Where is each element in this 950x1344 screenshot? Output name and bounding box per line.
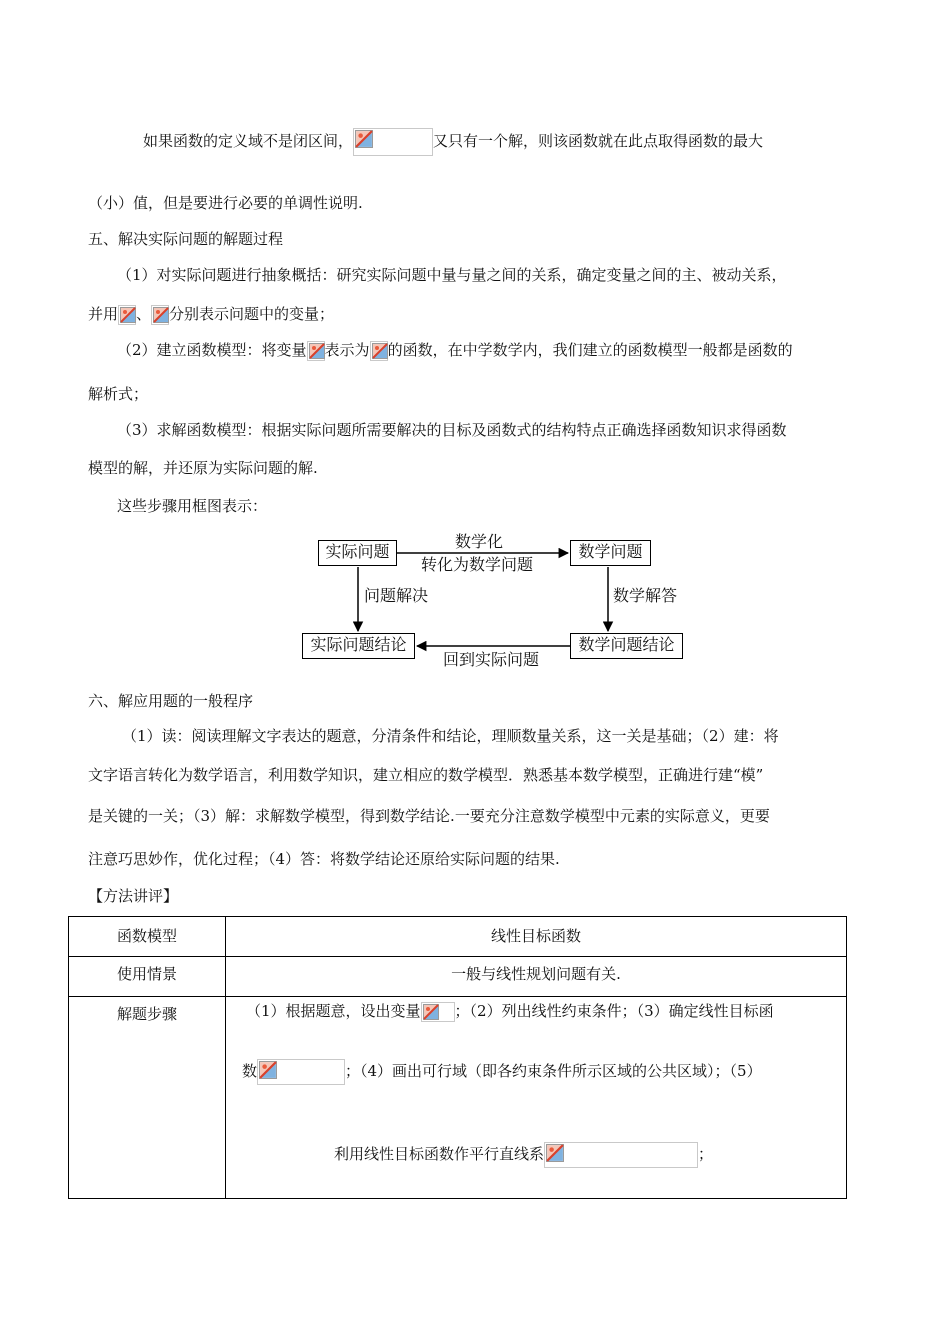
section6-p3: 是关键的一关；（3）解：求解数学模型，得到数学结论.一要充分注意数学模型中元素的实际意义，更要	[88, 807, 770, 825]
text: 分别表示问题中的变量；	[169, 305, 335, 323]
label-solve-problem: 问题解决	[364, 586, 429, 605]
table-row	[69, 917, 847, 957]
flow-box-real-conclusion: 实际问题结论	[302, 633, 415, 659]
broken-image-icon	[546, 1144, 564, 1162]
section5-step3-line1: （3）求解函数模型：根据实际问题所需要解决的目标及函数式的结构特点正确选择函数知识求得函数	[117, 421, 787, 439]
label-convert: 转化为数学问题	[421, 555, 534, 574]
text: ；（2）列出线性约束条件；（3）确定线性目标函	[454, 1002, 774, 1020]
text: （1）根据题意，设出变量	[246, 1002, 421, 1020]
method-table	[68, 916, 847, 1199]
row-label-steps: 解题步骤	[69, 997, 226, 1199]
row-value-model: 线性目标函数	[226, 917, 847, 957]
section6-heading: 六、解应用题的一般程序	[88, 692, 254, 710]
section6-p4: 注意巧思妙作，优化过程；（4）答：将数学结论还原给实际问题的结果.	[88, 850, 560, 868]
text: 并用	[88, 305, 119, 323]
label-math-answer: 数学解答	[613, 586, 678, 605]
text: 的函数，在中学数学内，我们建立的函数模型一般都是函数的	[387, 341, 793, 359]
section5-step1-line1: （1）对实际问题进行抽象概括：研究实际问题中量与量之间的关系，确定变量之间的主、被动关系，	[117, 266, 787, 284]
section5-heading: 五、解决实际问题的解题过程	[88, 230, 284, 248]
table-row	[69, 997, 847, 1199]
steps-line-1	[246, 1001, 774, 1022]
row-value-steps	[226, 997, 847, 1199]
row-label-scenario: 使用情景	[69, 957, 226, 997]
diagram-intro: 这些步骤用框图表示：	[117, 497, 268, 515]
text: 表示为	[324, 341, 370, 359]
section5-step3-line2: 模型的解，并还原为实际问题的解.	[88, 459, 318, 477]
label-mathematize: 数学化	[455, 532, 504, 551]
label-back: 回到实际问题	[443, 650, 540, 669]
broken-image-icon	[423, 1004, 439, 1020]
text: 如果函数的定义域不是闭区间，	[143, 132, 354, 150]
text: ；（4）画出可行域（即各约束条件所示区域的公共区域）；（5）	[345, 1062, 762, 1080]
text: 利用线性目标函数作平行直线系	[334, 1145, 545, 1163]
table-row	[69, 957, 847, 997]
steps-line-2	[242, 1059, 762, 1085]
section6-p1: （1）读：阅读理解文字表达的题意，分清条件和结论，理顺数量关系，这一关是基础；（2）建：将	[122, 727, 779, 745]
parallel-lines-image	[544, 1142, 698, 1168]
flow-box-real-problem: 实际问题	[318, 540, 397, 566]
objective-function-image	[257, 1059, 345, 1085]
flow-box-math-conclusion: 数学问题结论	[570, 633, 683, 659]
flow-box-math-problem: 数学问题	[570, 540, 651, 566]
method-heading: 【方法讲评】	[88, 887, 179, 905]
section5-step2-line2: 解析式；	[88, 385, 149, 403]
variables-image	[421, 1002, 455, 1022]
steps-line-3	[334, 1142, 713, 1168]
row-label-model: 函数模型	[69, 917, 226, 957]
section6-p2: 文字语言转化为数学语言，利用数学知识，建立相应的数学模型．熟悉基本数学模型，正确进行建“模”	[88, 766, 764, 784]
text: （2）建立函数模型：将变量	[117, 341, 307, 359]
top-paragraph-line-2: （小）值，但是要进行必要的单调性说明.	[88, 194, 363, 212]
text: 、	[136, 305, 152, 323]
text: 数	[242, 1062, 258, 1080]
text: 又只有一个解，则该函数就在此点取得函数的最大	[433, 132, 764, 150]
broken-image-icon	[259, 1061, 277, 1079]
row-value-scenario: 一般与线性规划问题有关.	[226, 957, 847, 997]
text: ；	[698, 1145, 714, 1163]
